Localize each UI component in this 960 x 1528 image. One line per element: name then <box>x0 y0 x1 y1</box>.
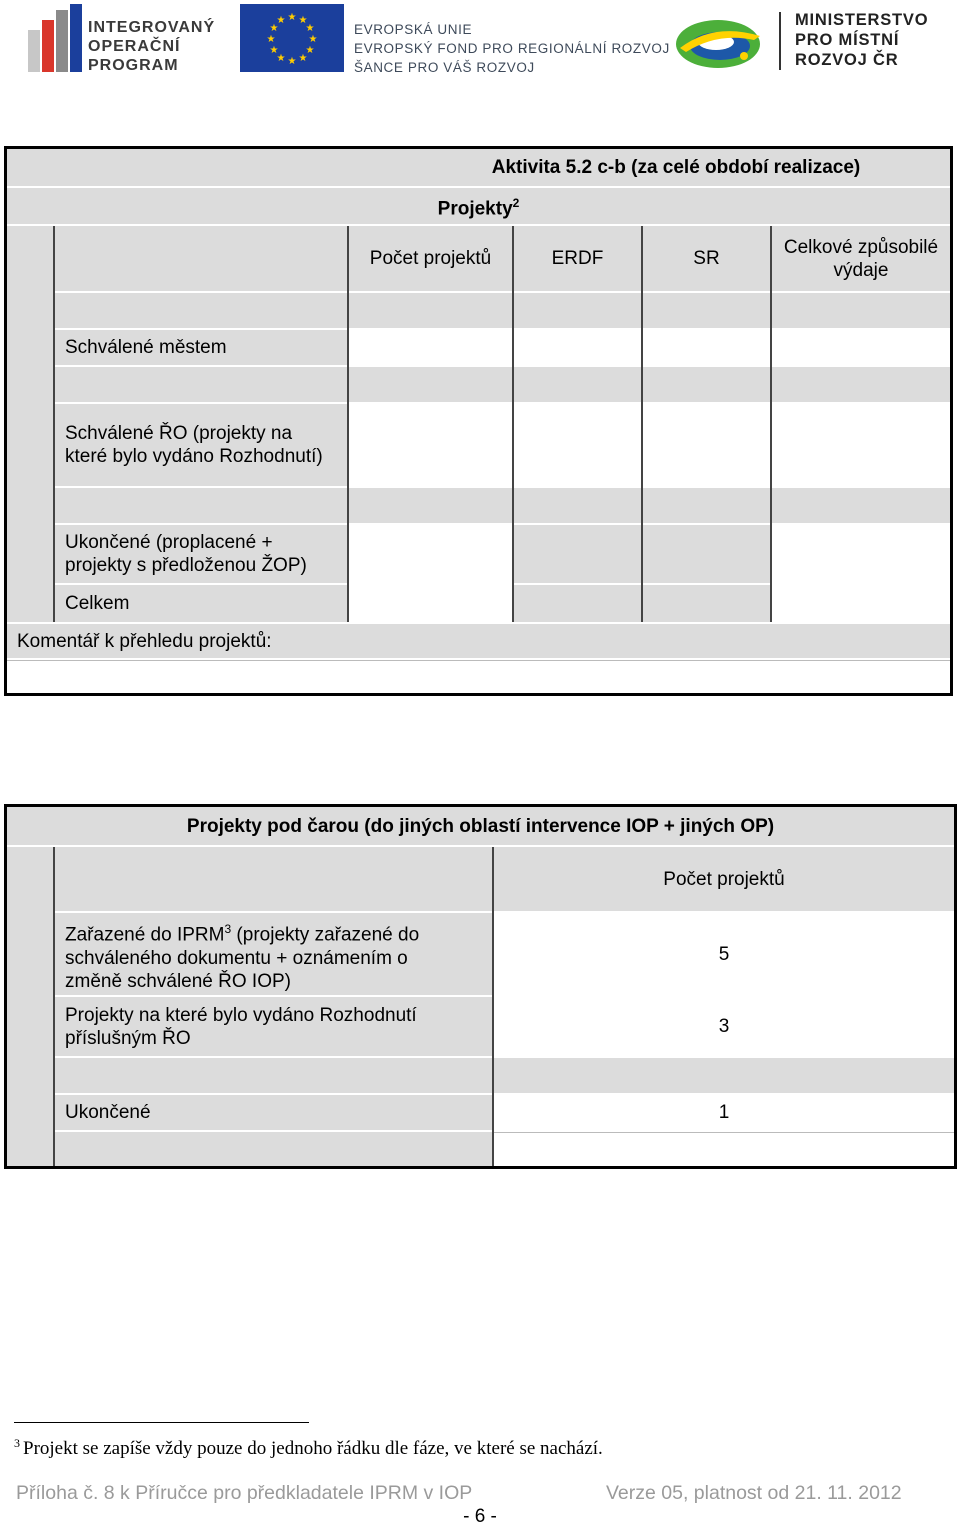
spacer-cell <box>514 488 641 523</box>
footnote <box>14 1431 603 1461</box>
below-line-projects-table <box>4 804 957 1169</box>
footnote-marker: 3 <box>14 1436 20 1450</box>
svg-text:★: ★ <box>298 15 308 26</box>
spacer-cell <box>494 1132 954 1166</box>
comment-label-row <box>7 624 950 658</box>
grid-line <box>347 226 349 622</box>
svg-text:★: ★ <box>287 12 297 23</box>
iop-logo-text <box>88 18 215 75</box>
value-text: 5 <box>718 943 730 965</box>
col-header-erdf <box>514 226 641 291</box>
spacer-cell <box>772 367 950 402</box>
spacer-cell <box>643 367 770 402</box>
eu-line: EVROPSKÁ UNIE <box>354 22 473 37</box>
svg-text:★: ★ <box>276 15 286 26</box>
svg-text:★: ★ <box>269 45 279 56</box>
value-cell-shaded <box>643 525 770 583</box>
spacer-cell <box>643 293 770 328</box>
col-header-pocet <box>349 226 512 291</box>
spacer-cell <box>772 293 950 328</box>
mmr-logo-text <box>795 10 928 70</box>
value-cell-shaded <box>643 585 770 622</box>
grid-line <box>53 847 55 1166</box>
table-subtitle <box>438 192 520 220</box>
row-label: Projekty na které bylo vydáno Rozhodnutí příslušným ŘO <box>65 1004 417 1049</box>
svg-text:★: ★ <box>305 45 315 56</box>
svg-text:★: ★ <box>269 23 279 34</box>
left-spacer-column <box>7 847 53 1166</box>
row-label: Ukončené <box>65 1102 151 1123</box>
spacer-cell <box>349 293 512 328</box>
col-header-pocet <box>494 847 954 911</box>
table-title-row <box>7 149 950 186</box>
iop-logo-line: INTEGROVANÝ <box>88 19 216 36</box>
eu-flag-icon <box>240 4 344 72</box>
spacer-cell <box>643 488 770 523</box>
grid-line <box>770 226 772 622</box>
table-title: Aktivita 5.2 c-b (za celé období realizace) <box>491 157 861 178</box>
svg-text:★: ★ <box>298 53 308 64</box>
table2-title: Projekty pod čarou (do jiných oblastí intervence IOP + jiných OP) <box>186 815 775 837</box>
spacer-row <box>55 1058 492 1093</box>
value-cell[interactable] <box>494 997 954 1056</box>
left-spacer-column <box>7 226 53 622</box>
grid-line <box>492 847 494 1166</box>
spacer-row <box>55 367 347 402</box>
value-cell[interactable] <box>514 330 641 365</box>
col-header-label: Počet projektů <box>663 868 785 890</box>
spacer-cell <box>349 367 512 402</box>
corner-cell <box>55 847 492 911</box>
comment-label: Komentář k přehledu projektů: <box>17 630 272 652</box>
spacer-row <box>55 1132 492 1166</box>
svg-text:★: ★ <box>287 56 297 67</box>
mmr-logo-icon <box>674 12 766 72</box>
svg-text:★: ★ <box>276 53 286 64</box>
iop-logo-bar-3 <box>56 10 68 72</box>
row-label-ukoncene <box>55 1095 492 1130</box>
row-label-b: (projekty zařazené do schváleného dokumentu + oznámením o změně schválené ŘO IOP) <box>65 924 420 992</box>
value-cell[interactable] <box>349 404 512 486</box>
row-label <box>65 918 462 992</box>
value-cell-shaded <box>514 585 641 622</box>
value-cell[interactable] <box>772 330 950 365</box>
footer-left: Příloha č. 8 k Příručce pro předkladatele IPRM v IOP <box>16 1482 473 1504</box>
col-header-label: ERDF <box>551 248 604 269</box>
corner-cell <box>55 226 347 291</box>
row-label-celkem <box>55 585 347 622</box>
row-label-rozhodnuti <box>55 997 492 1056</box>
value-cell[interactable] <box>349 525 512 583</box>
row-label: Ukončené (proplacené + projekty s předloženou ŽOP) <box>65 532 307 576</box>
row-label: Schválené ŘO (projekty na které bylo vydáno Rozhodnutí) <box>65 423 323 467</box>
col-header-label: SR <box>693 248 720 269</box>
iop-logo-bar-1 <box>28 30 40 72</box>
value-text: 1 <box>718 1102 730 1123</box>
row-label-zarazene <box>55 913 492 995</box>
row-label-schvalene-ro <box>55 404 347 486</box>
col-header-label: Celkové způsobilé výdaje <box>783 236 939 281</box>
row-label-a: Zařazené do IPRM <box>65 924 225 946</box>
spacer-cell <box>514 367 641 402</box>
spacer-row <box>55 293 347 328</box>
svg-text:★: ★ <box>308 34 318 45</box>
spacer-row <box>55 488 347 523</box>
value-cell[interactable] <box>494 1095 954 1130</box>
iop-logo-bar-4 <box>70 4 82 72</box>
table-subtitle-sup: 2 <box>512 195 520 210</box>
value-cell-shaded <box>514 525 641 583</box>
row-label-ukoncene <box>55 525 347 583</box>
value-cell[interactable] <box>643 404 770 486</box>
value-cell[interactable] <box>349 585 512 622</box>
mmr-line: MINISTERSTVO <box>795 11 929 29</box>
row-label-sup: 3 <box>224 922 232 937</box>
grid-line <box>512 226 514 622</box>
spacer-cell <box>772 488 950 523</box>
col-header-sr <box>643 226 770 291</box>
grid-line <box>53 226 55 622</box>
iop-logo <box>28 4 216 74</box>
eu-line: EVROPSKÝ FOND PRO REGIONÁLNÍ ROZVOJ <box>354 41 670 56</box>
table-subtitle-text: Projekty <box>437 198 513 220</box>
svg-text:★: ★ <box>266 34 276 45</box>
eu-line: ŠANCE PRO VÁŠ ROZVOJ <box>354 60 535 75</box>
spacer-cell <box>349 488 512 523</box>
eu-stars-icon <box>240 4 344 72</box>
col-header-celkove <box>772 226 950 291</box>
table-subtitle-row <box>7 188 950 224</box>
iop-logo-line: PROGRAM <box>88 57 179 74</box>
value-cell[interactable] <box>643 330 770 365</box>
row-label: Celkem <box>65 593 130 614</box>
spacer-cell <box>514 293 641 328</box>
mmr-emblem-icon <box>674 12 766 72</box>
row-label: Schválené městem <box>65 337 227 358</box>
footnote-text: Projekt se zapíše vždy pouze do jednoho řádku dle fáze, ve které se nachází. <box>23 1438 603 1459</box>
grid-line <box>641 226 643 622</box>
col-header-label: Počet projektů <box>369 248 492 269</box>
footnote-separator <box>14 1422 309 1423</box>
value-cell[interactable] <box>514 404 641 486</box>
value-cell[interactable] <box>772 404 950 486</box>
value-cell[interactable] <box>772 585 950 622</box>
mmr-line: ROZVOJ ČR <box>795 51 899 69</box>
spacer-cell <box>494 1058 954 1093</box>
eu-logo-text <box>354 20 670 77</box>
mmr-line: PRO MÍSTNÍ <box>795 31 900 49</box>
mmr-divider <box>779 12 781 70</box>
value-cell[interactable] <box>494 913 954 995</box>
iop-logo-line: OPERAČNÍ <box>88 38 181 55</box>
value-cell[interactable] <box>772 525 950 583</box>
comment-field[interactable] <box>7 660 950 693</box>
value-cell[interactable] <box>349 330 512 365</box>
svg-text:★: ★ <box>305 23 315 34</box>
table2-title-row <box>7 807 954 845</box>
iop-logo-bar-2 <box>42 20 54 72</box>
footer-right: Verze 05, platnost od 21. 11. 2012 <box>606 1482 902 1504</box>
value-text: 3 <box>718 1016 730 1037</box>
projects-table <box>4 146 953 696</box>
page-number: - 6 - <box>463 1506 497 1527</box>
row-label-schvalene-mestem <box>55 330 347 365</box>
